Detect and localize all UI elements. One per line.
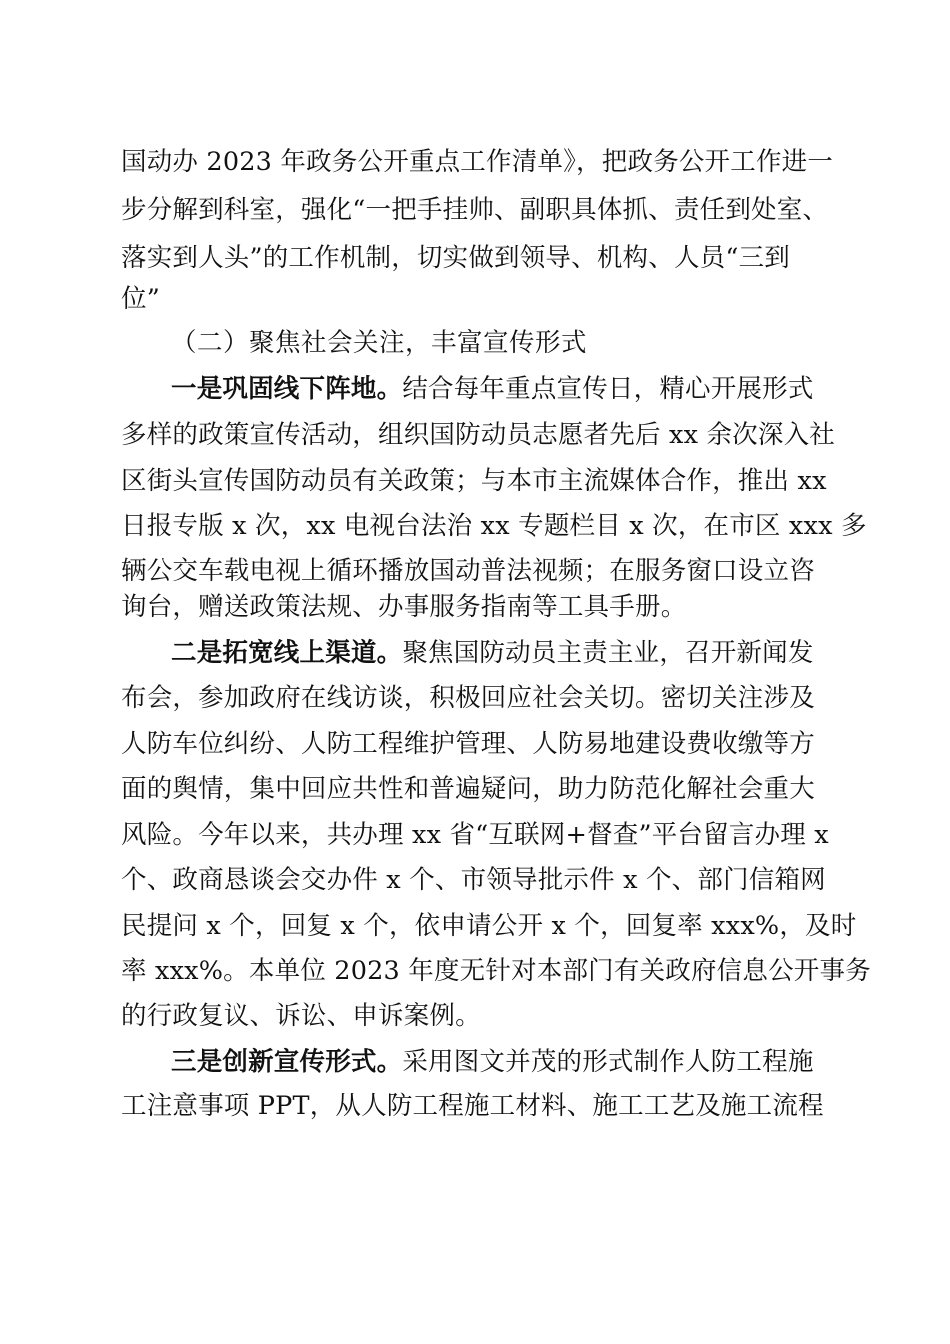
paragraph-first-line	[171, 369, 814, 409]
section-heading: （二）聚焦社会关注，丰富宣传形式	[171, 328, 588, 358]
body-text-segment: 结合每年重点宣传日，精心开展形式	[402, 374, 814, 404]
body-text-line: 多样的政策宣传活动，组织国防动员志愿者先后 xx 余次深入社	[121, 420, 835, 450]
body-text-line: 日报专版 x 次，xx 电视台法治 xx 专题栏目 x 次，在市区 xxx 多	[121, 511, 867, 541]
body-text-line: 步分解到科室，强化“一把手挂帅、副职具体抓、责任到处室、	[121, 195, 829, 225]
body-text-segment: 采用图文并茂的形式制作人防工程施	[402, 1047, 814, 1077]
lead-phrase: 三是创新宣传形式。	[171, 1047, 403, 1077]
body-text-line: 的行政复议、诉讼、申诉案例。	[121, 1001, 481, 1031]
body-text-segment: 聚焦国防动员主责主业，召开新闻发	[402, 638, 814, 668]
body-text-line: 个、政商恳谈会交办件 x 个、市领导批示件 x 个、部门信箱网	[121, 865, 826, 895]
paragraph-first-line	[171, 1042, 814, 1082]
body-text-line: 面的舆情，集中回应共性和普遍疑问，助力防范化解社会重大	[121, 774, 815, 804]
body-text-line: 布会，参加政府在线访谈，积极回应社会关切。密切关注涉及	[121, 683, 815, 713]
body-text-line: 辆公交车载电视上循环播放国动普法视频；在服务窗口设立咨	[121, 556, 815, 586]
body-text-line: 风险。今年以来，共办理 xx 省“互联网+督查”平台留言办理 x	[121, 820, 829, 850]
body-text-line: 位”	[121, 284, 160, 314]
body-text-line: 落实到人头”的工作机制，切实做到领导、机构、人员“三到	[121, 243, 790, 273]
lead-phrase: 二是拓宽线上渠道。	[171, 638, 403, 668]
body-text-line: 询台，赠送政策法规、办事服务指南等工具手册。	[121, 592, 687, 622]
body-text-line: 人防车位纠纷、人防工程维护管理、人防易地建设费收缴等方	[121, 729, 815, 759]
body-text-line: 率 xxx%。本单位 2023 年度无针对本部门有关政府信息公开事务	[121, 956, 871, 986]
body-text-line: 民提问 x 个，回复 x 个，依申请公开 x 个，回复率 xxx%，及时	[121, 911, 857, 941]
body-text-line: 国动办 2023 年政务公开重点工作清单》，把政务公开工作进一	[121, 147, 834, 177]
lead-phrase: 一是巩固线下阵地。	[171, 374, 403, 404]
body-text-line: 区街头宣传国防动员有关政策；与本市主流媒体合作，推出 xx	[121, 466, 827, 496]
body-text-line: 工注意事项 PPT，从人防工程施工材料、施工工艺及施工流程	[121, 1091, 824, 1121]
paragraph-first-line	[171, 633, 814, 673]
